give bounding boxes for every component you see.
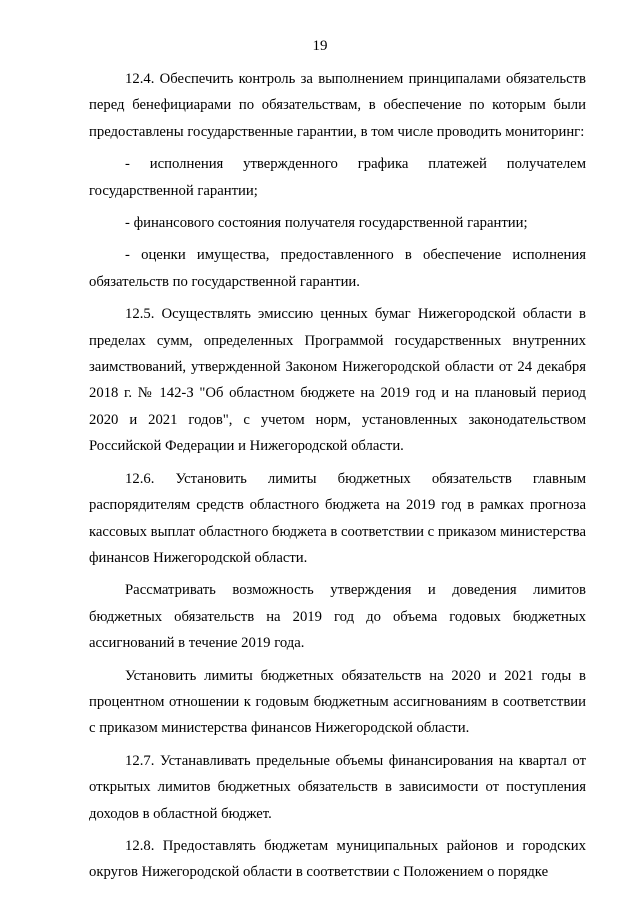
paragraph-12-6: 12.6. Установить лимиты бюджетных обязательств главным распорядителям средств областного бюджета на 2019 год в рамках прогноза кассовых выплат областного бюджета в соответствии с приказом министерства финансов Нижегородской области. [89,470,586,566]
list-item-payment-schedule: - исполнения утвержденного графика платежей получателем государственной гарантии; [89,156,586,199]
paragraph-limits-2020-2021: Установить лимиты бюджетных обязательств на 2020 и 2021 годы в процентном отношении к годовым бюджетным ассигнованиям в соответствии с приказом министерства финансов Нижегородской области. [89,667,586,737]
page-number: 19 [312,38,328,54]
paragraph-12-5: 12.5. Осуществлять эмиссию ценных бумаг Нижегородской области в пределах сумм, определенных Программой государственных внутренних заимствований, утвержденной Законом Нижегородской области от 24 декабря 2018 г. № 142-З "Об областном бюджете на 2019 год и на плановый период 2020 и 2021 годов", с учетом норм, установленных законодательством Российской Федерации и Нижегородской области. [89,306,586,455]
paragraph-12-4: 12.4. Обеспечить контроль за выполнением принципалами обязательств перед бенефициарами по обязательствам, в обеспечение по которым были предоставлены государственные гарантии, в том числе проводить мониторинг: [89,71,586,140]
list-item-property-valuation: - оценки имущества, предоставленного в обеспечение исполнения обязательств по государственной гарантии. [89,247,586,290]
document-body [89,66,586,892]
paragraph-12-7: 12.7. Устанавливать предельные объемы финансирования на квартал от открытых лимитов бюджетных обязательств в зависимости от поступления доходов в областной бюджет. [89,752,586,822]
list-item-financial-state: - финансового состояния получателя государственной гарантии; [125,215,528,232]
paragraph-limits-consideration: Рассматривать возможность утверждения и доведения лимитов бюджетных обязательств на 2019 год до объема годовых бюджетных ассигнований в течение 2019 года. [89,582,586,652]
paragraph-12-8: 12.8. Предоставлять бюджетам муниципальных районов и городских округов Нижегородской области в соответствии с Положением о порядке [89,837,586,881]
